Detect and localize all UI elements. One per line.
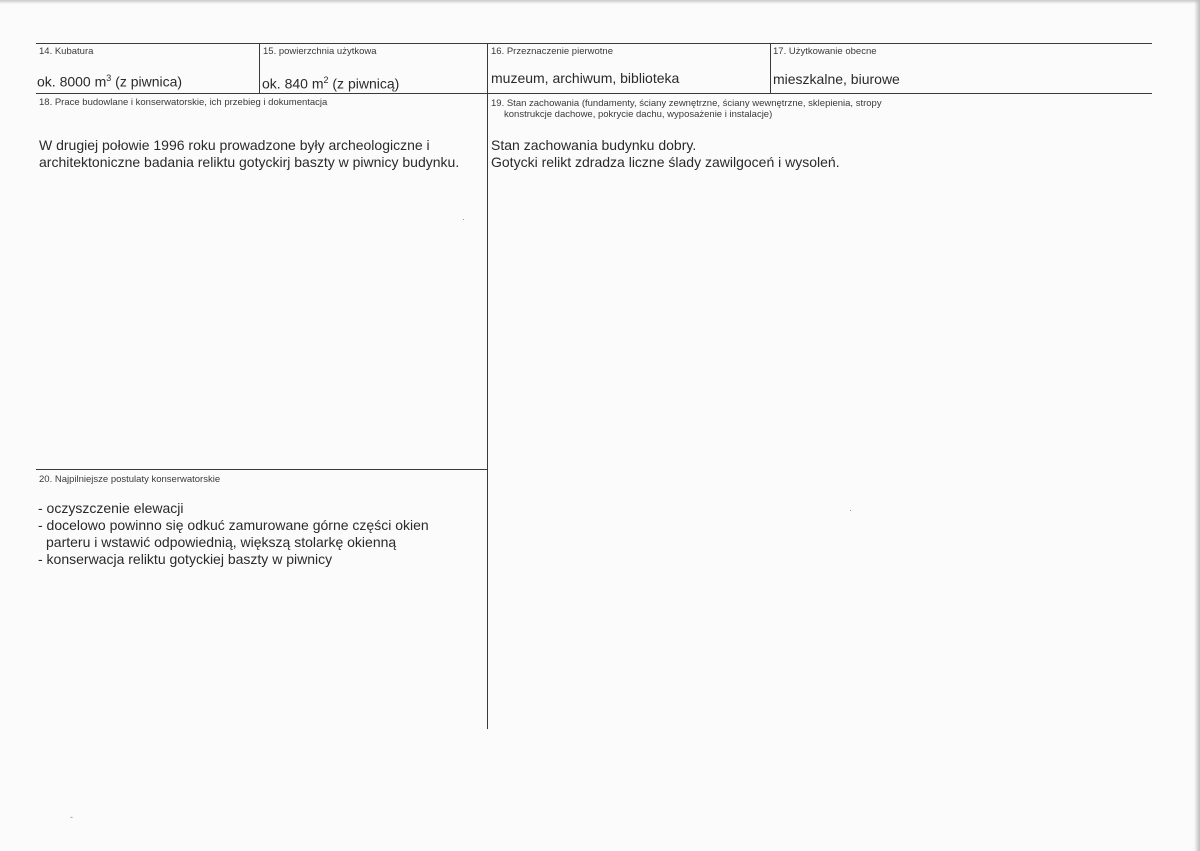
field-18-line: architektoniczne badania reliktu gotyckirj baszty w piwnicy budynku. xyxy=(39,154,460,170)
field-20-item-continuation: parteru i wstawić odpowiednią, większą stolarkę okienną xyxy=(46,534,397,550)
field-16-value: muzeum, archiwum, biblioteka xyxy=(491,70,680,86)
field-19-line: Stan zachowania budynku dobry. xyxy=(491,137,697,153)
rule-row-1 xyxy=(36,93,1152,94)
field-17-value: mieszkalne, biurowe xyxy=(773,71,900,87)
field-20-list xyxy=(38,500,429,568)
divider-14-15 xyxy=(259,43,260,93)
field-20-item: - konserwacja reliktu gotyckiej baszty w piwnicy xyxy=(38,551,333,567)
scan-edge-top xyxy=(0,0,1200,4)
field-19-line: Gotycki relikt zdradza liczne ślady zawilgoceń i wysoleń. xyxy=(491,154,840,170)
field-17-label: 17. Użytkowanie obecne xyxy=(773,46,877,57)
field-20-item: - oczyszczenie elewacji xyxy=(38,500,184,516)
field-19-label-line: 19. Stan zachowania (fundamenty, ściany zewnętrzne, ściany wewnętrzne, sklepienia, stropy xyxy=(491,98,882,109)
divider-15-16 xyxy=(487,43,488,93)
field-15-label: 15. powierzchnia użytkowa xyxy=(263,46,377,57)
field-19-label xyxy=(491,98,882,120)
scan-edge-right xyxy=(1194,0,1200,851)
field-19-label-line: konstrukcje dachowe, pokrycie dachu, wyposażenie i instalacje) xyxy=(504,109,773,120)
divider-18-19 xyxy=(487,93,488,729)
field-14-value: ok. 8000 $m^3$ (z piwnica) xyxy=(37,73,183,90)
rule-top xyxy=(36,43,1152,44)
scan-speck: · xyxy=(849,505,852,515)
field-20-item: - docelowo powinno się odkuć zamurowane górne części okien xyxy=(38,517,429,533)
field-19-text xyxy=(491,137,840,171)
rule-field-20-top xyxy=(36,469,488,470)
scan-speck: · xyxy=(462,214,465,224)
field-20-label: 20. Najpilniejsze postulaty konserwatorskie xyxy=(39,474,221,485)
scan-speck: - xyxy=(70,812,73,822)
field-16-label: 16. Przeznaczenie pierwotne xyxy=(491,46,613,57)
field-15-value: ok. 840 $m^2$ (z piwnicą) xyxy=(262,75,400,92)
divider-16-17 xyxy=(770,43,771,93)
field-18-line: W drugiej połowie 1996 roku prowadzone były archeologiczne i xyxy=(39,137,430,153)
field-14-label: 14. Kubatura xyxy=(39,46,94,57)
field-18-text xyxy=(39,137,459,171)
field-18-label: 18. Prace budowlane i konserwatorskie, ich przebieg i dokumentacja xyxy=(39,97,328,108)
